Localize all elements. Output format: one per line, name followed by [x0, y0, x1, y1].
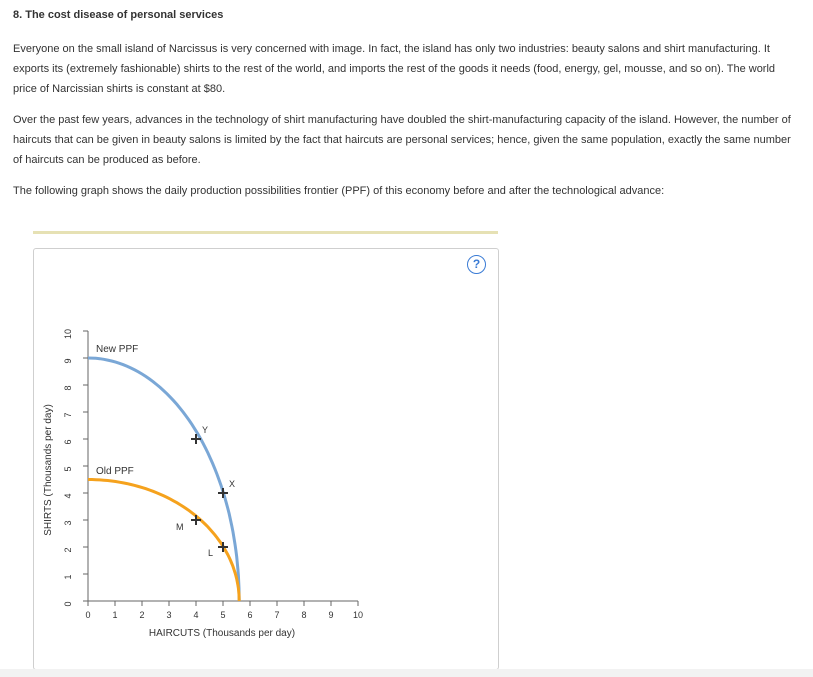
y-tick-label: 0 — [63, 601, 73, 607]
y-tick-label: 1 — [63, 574, 73, 580]
x-tick-label: 4 — [193, 610, 199, 620]
x-tick-label: 9 — [328, 610, 334, 620]
technology-paragraph: Over the past few years, advances in the technology of shirt manufacturing have doubled the shirt-manufacturing capacity of the island. However, the number of haircuts that can be given in beauty salons is limited by the fact that haircuts are personal services; hence, given the same population, exactly the same number of haircuts can be produced as before. — [13, 114, 791, 166]
old-ppf-label: Old PPF — [96, 466, 134, 477]
y-tick-label: 6 — [63, 439, 73, 445]
x-tick-label: 6 — [247, 610, 253, 620]
x-tick-label: 1 — [112, 610, 118, 620]
point-label-x: X — [229, 479, 236, 489]
y-tick-label: 4 — [63, 493, 73, 499]
y-axis-title: SHIRTS (Thousands per day) — [43, 404, 54, 536]
old-ppf-curve — [88, 480, 239, 602]
x-tick-label: 10 — [352, 610, 364, 620]
y-tick-label: 5 — [63, 466, 73, 472]
page-bottom-band — [0, 669, 813, 677]
point-label-l: L — [208, 548, 214, 558]
y-tick-label: 3 — [63, 520, 73, 526]
point-label-m: M — [176, 522, 184, 532]
point-label-y: Y — [202, 425, 209, 435]
help-button[interactable]: ? — [467, 255, 486, 274]
y-tick-label: 2 — [63, 547, 73, 553]
graph-intro-paragraph: The following graph shows the daily production possibilities frontier (PPF) of this economy before and after the technological advance: — [13, 185, 665, 197]
y-tick-label: 9 — [63, 358, 73, 364]
y-tick-label: 7 — [63, 412, 73, 418]
x-axis-title: HAIRCUTS (Thousands per day) — [148, 628, 296, 639]
y-tick-label: 8 — [63, 385, 73, 391]
x-tick-label: 0 — [85, 610, 91, 620]
question-title: 8. The cost disease of personal services — [13, 9, 224, 21]
intro-paragraph: Everyone on the small island of Narcissus is very concerned with image. In fact, the island has only two industries: beauty salons and shirt manufacturing. It exports its (extremely fashionable) shirts to the rest of the world, and imports the rest of the goods it needs (food, energy, gel, mousse, and so on). The world price of Narcissian shirts is constant at $80. — [13, 43, 776, 95]
x-tick-label: 2 — [139, 610, 145, 620]
x-tick-label: 3 — [166, 610, 172, 620]
x-tick-label: 5 — [220, 610, 226, 620]
y-tick-label: 10 — [63, 328, 73, 340]
new-ppf-label: New PPF — [96, 344, 139, 355]
x-tick-label: 7 — [274, 610, 280, 620]
x-tick-label: 8 — [301, 610, 307, 620]
